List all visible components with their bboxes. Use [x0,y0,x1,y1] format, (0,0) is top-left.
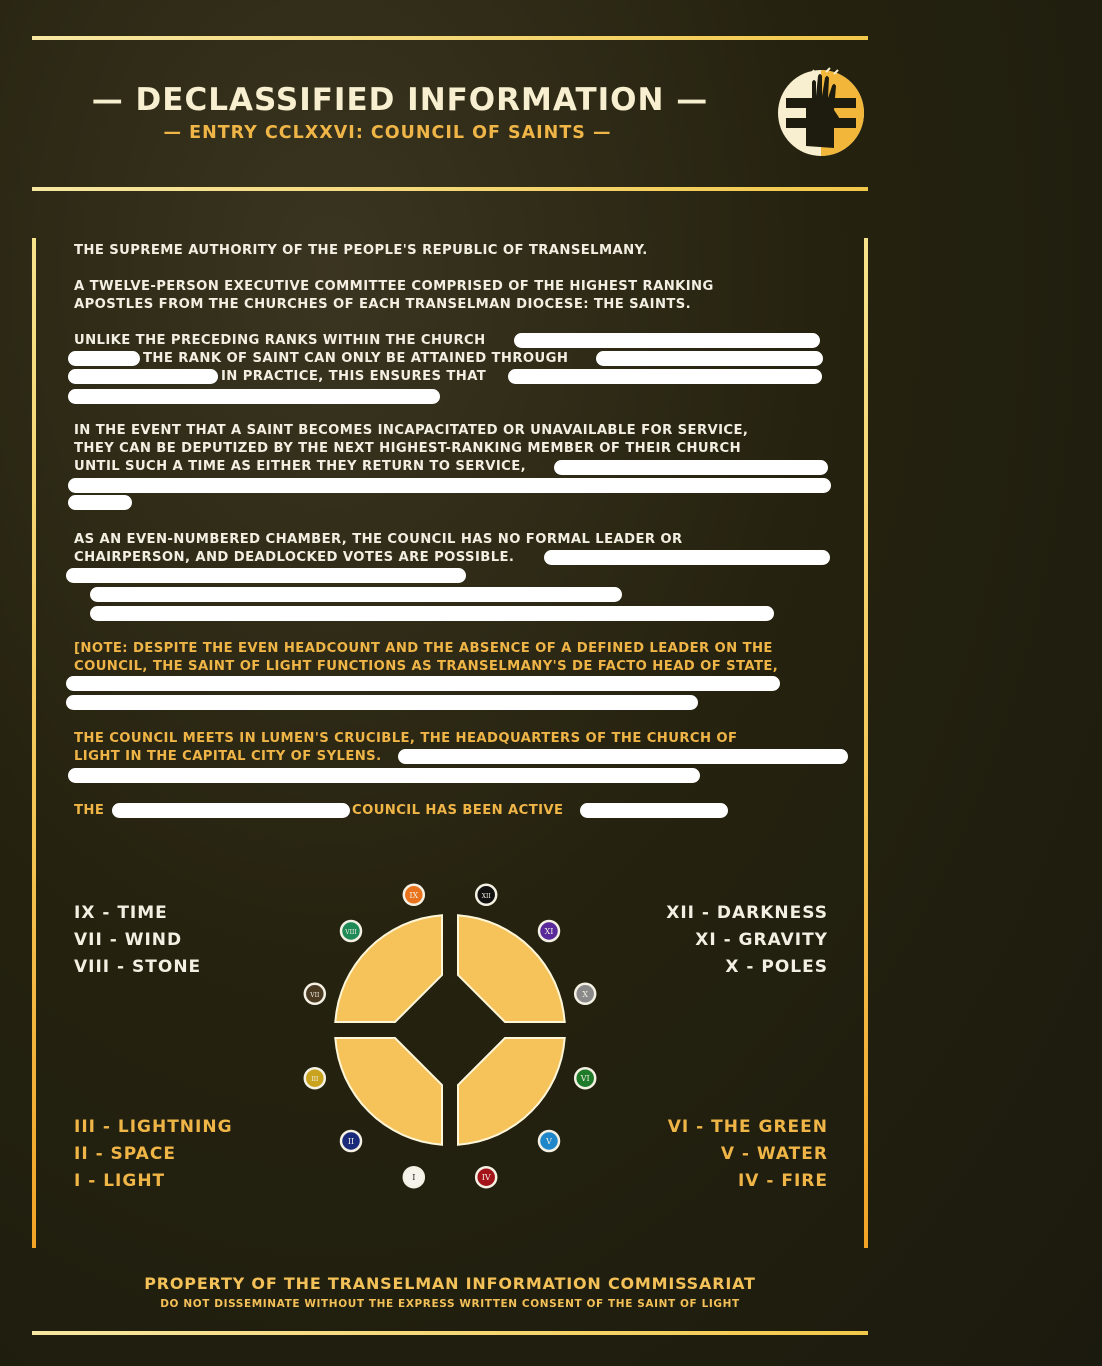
top-border [32,36,868,40]
legend-item: IV - FIRE [737,1171,828,1191]
seat-xii [476,885,496,905]
redaction-bar [66,695,698,710]
council-segment [335,1038,442,1145]
seat-i [404,1167,424,1187]
right-border [864,238,868,1248]
legend-top-right [666,900,828,981]
legend-item: II - SPACE [74,1144,176,1164]
redaction-bar [66,676,780,691]
redaction-bar [554,460,828,475]
redaction-bar [68,495,132,510]
seat-numeral: VIII [345,929,357,936]
legend-item: I - LIGHT [74,1171,166,1191]
seat-ii [341,1131,361,1151]
seat-vi [575,1068,595,1088]
seat-numeral: IV [481,1173,491,1183]
paragraph-5-line-2: CHAIRPERSON, AND DEADLOCKED VOTES ARE POSSIBLE. [74,550,515,565]
redaction-bar [544,550,830,565]
paragraph-5-line-1: AS AN EVEN-NUMBERED CHAMBER, THE COUNCIL HAS NO FORMAL LEADER OR [74,532,683,547]
legend-item: VII - WIND [74,930,183,950]
emblem-segments [335,915,564,1144]
redaction-bar [68,369,218,384]
seat-numeral: XI [544,927,554,936]
paragraph-2-line-1: A TWELVE-PERSON EXECUTIVE COMMITTEE COMPRISED OF THE HIGHEST RANKING [74,279,714,294]
seat-vii [305,984,325,1004]
left-border [32,238,36,1248]
entry-subtitle: — ENTRY CCLXXVI: COUNCIL OF SAINTS — [163,123,612,143]
legend-bottom-left [74,1114,233,1195]
footer-disclaimer: DO NOT DISSEMINATE WITHOUT THE EXPRESS WRITTEN CONSENT OF THE SAINT OF LIGHT [160,1298,740,1310]
redaction-bar [68,768,700,783]
redaction-bar [68,389,440,404]
redaction-bar [68,478,831,493]
seat-x [575,984,595,1004]
council-segment [458,1038,565,1145]
emblem-seats [305,885,595,1187]
seat-numeral: II [347,1137,355,1146]
redaction-bar [66,568,466,583]
paragraph-4-line-2: THEY CAN BE DEPUTIZED BY THE NEXT HIGHEST-RANKING MEMBER OF THEIR CHURCH [74,441,742,456]
seat-numeral: IX [409,890,419,900]
legend-item: XI - GRAVITY [695,930,828,950]
redaction-bar [112,803,350,818]
redaction-bar [508,369,822,384]
redaction-bar [90,606,774,621]
seat-numeral: III [311,1076,319,1084]
council-emblem [300,890,600,1200]
paragraph-3-line-2: THE RANK OF SAINT CAN ONLY BE ATTAINED THROUGH [143,351,569,366]
hand-emblem-icon [776,68,866,158]
legend-top-left [74,900,201,981]
legend-item: III - LIGHTNING [74,1117,233,1137]
footer-property-line: PROPERTY OF THE TRANSELMAN INFORMATION COMMISSARIAT [144,1274,756,1293]
legend-item: IX - TIME [74,903,168,923]
seat-v [539,1131,559,1151]
legend-item: XII - DARKNESS [666,903,828,923]
paragraph-3-line-3: IN PRACTICE, THIS ENSURES THAT [221,369,487,384]
seat-numeral: VII [310,991,320,999]
legend-item: V - WATER [720,1144,828,1164]
paragraph-3-line-1: UNLIKE THE PRECEDING RANKS WITHIN THE CHURCH [74,333,486,348]
seat-viii [341,921,361,941]
seat-numeral: X [582,989,589,999]
paragraph-2-line-2: APOSTLES FROM THE CHURCHES OF EACH TRANSELMAN DIOCESE: THE SAINTS. [74,297,692,312]
seat-iii [305,1068,325,1088]
seat-xi [539,921,559,941]
redaction-bar [68,351,140,366]
page-title: — DECLASSIFIED INFORMATION — [91,82,709,118]
seat-numeral: I [412,1173,416,1183]
redaction-bar [580,803,728,818]
seat-numeral: VI [580,1074,590,1084]
header-divider [32,187,868,191]
paragraph-7-line-2: LIGHT IN THE CAPITAL CITY OF SYLENS. [74,749,382,764]
seat-iv [476,1167,496,1187]
paragraph-7-line-1: THE COUNCIL MEETS IN LUMEN'S CRUCIBLE, THE HEADQUARTERS OF THE CHURCH OF [74,731,738,746]
legend-bottom-right [668,1114,828,1195]
redaction-bar [596,351,823,366]
legend-item: VIII - STONE [74,957,202,977]
paragraph-8-start: THE [74,803,105,818]
paragraph-8-end: COUNCIL HAS BEEN ACTIVE [352,803,564,818]
redaction-bar [514,333,820,348]
paragraph-4-line-1: IN THE EVENT THAT A SAINT BECOMES INCAPACITATED OR UNAVAILABLE FOR SERVICE, [74,423,749,438]
legend-item: VI - THE GREEN [667,1117,828,1137]
seat-ix [404,885,424,905]
seat-numeral: V [546,1137,552,1146]
paragraph-6-line-1: [NOTE: DESPITE THE EVEN HEADCOUNT AND THE ABSENCE OF A DEFINED LEADER ON THE [74,641,773,656]
redaction-bar [90,587,622,602]
legend-item: X - POLES [725,957,828,977]
paragraph-4-line-3: UNTIL SUCH A TIME AS EITHER THEY RETURN TO SERVICE, [74,459,527,474]
seat-numeral: XII [481,892,491,900]
paragraph-1: THE SUPREME AUTHORITY OF THE PEOPLE'S REPUBLIC OF TRANSELMANY. [74,243,648,258]
paragraph-6-line-2: COUNCIL, THE SAINT OF LIGHT FUNCTIONS AS TRANSELMANY'S DE FACTO HEAD OF STATE, [74,659,779,674]
bottom-border [32,1331,868,1335]
redaction-bar [398,749,848,764]
